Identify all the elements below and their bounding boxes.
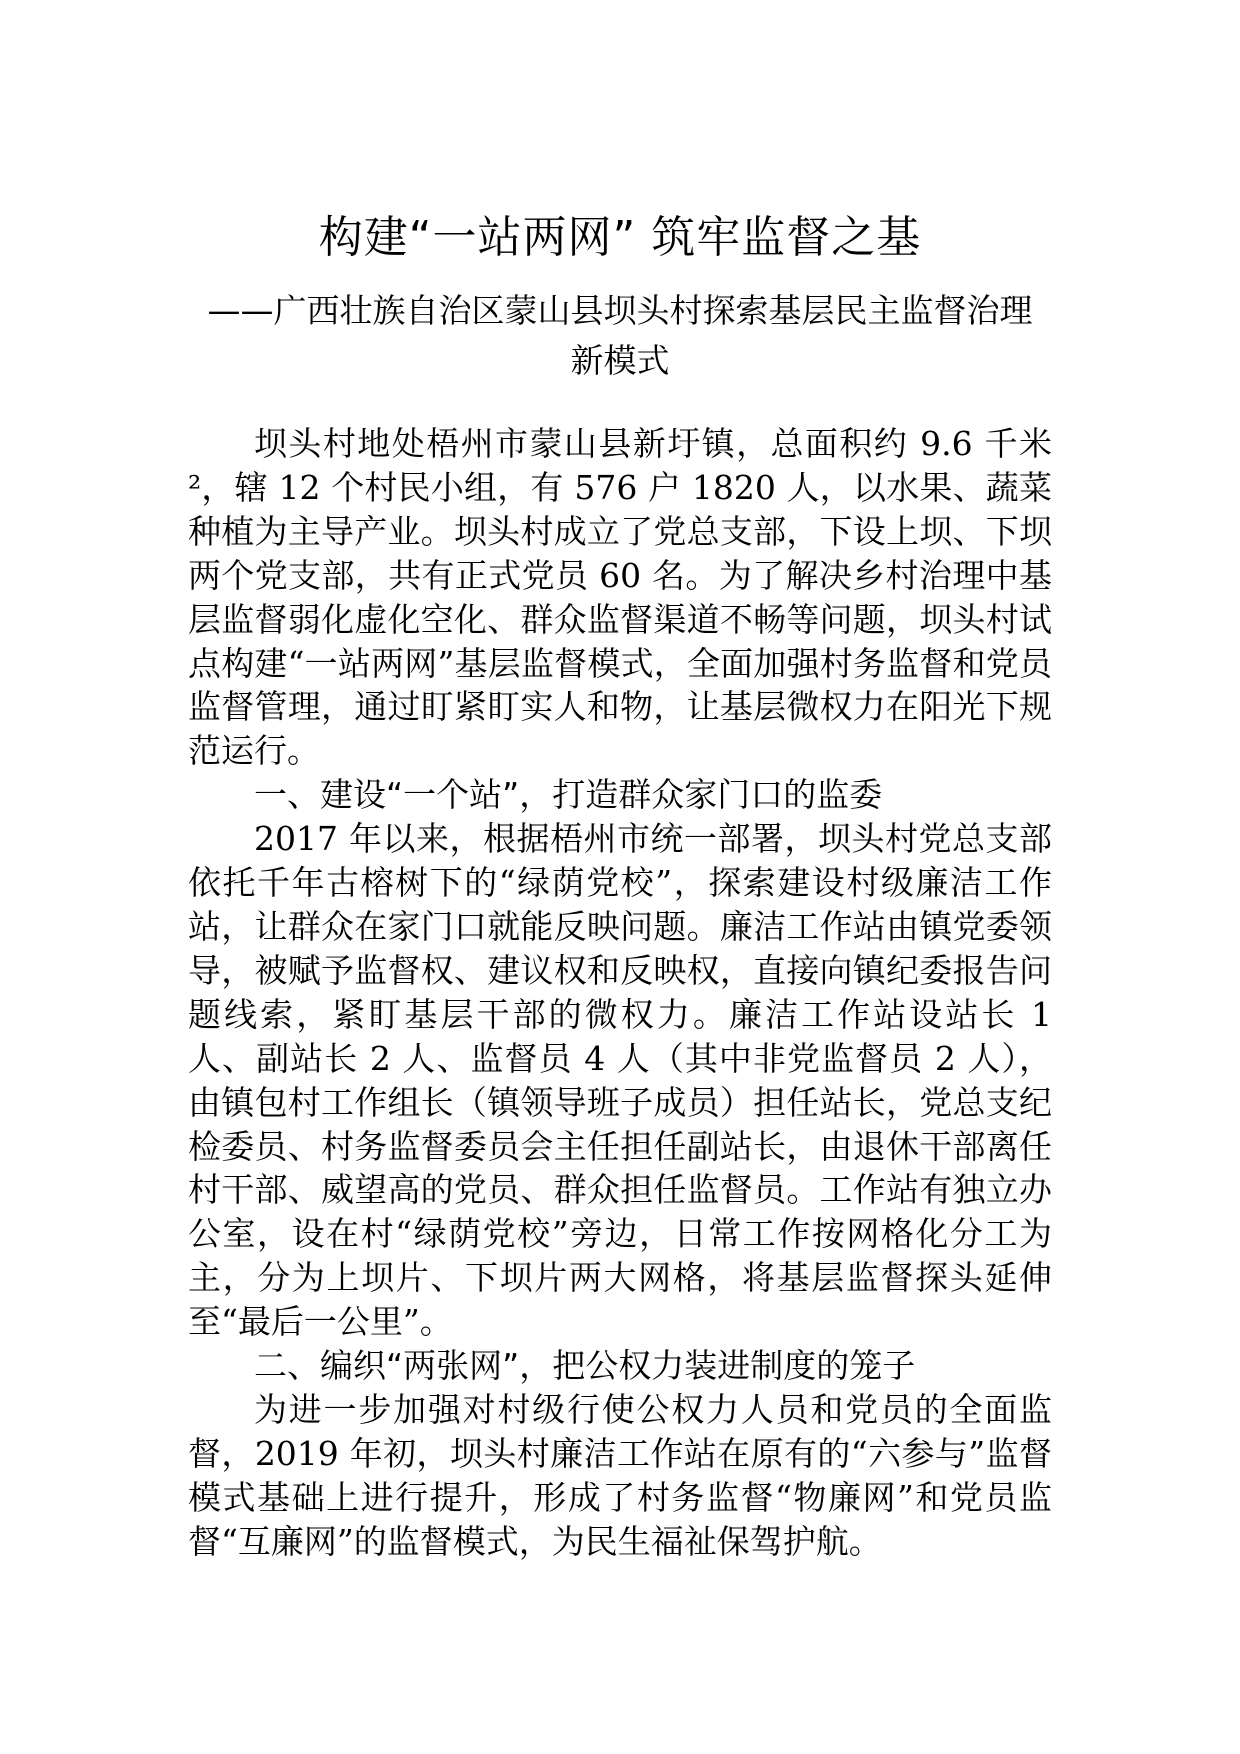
document-subtitle: ——广西壮族自治区蒙山县坝头村探索基层民主监督治理新模式	[207, 291, 1033, 380]
document-body	[188, 422, 1052, 1564]
paragraph-section-2: 为进一步加强对村级行使公权力人员和党员的全面监督，2019 年初，坝头村廉洁工作站在原有的“六参与”监督模式基础上进行提升，形成了村务监督“物廉网”和党员监督“互廉网”的监督模式，为民生福祉保驾护航。	[188, 1389, 1052, 1561]
section-heading-2: 二、编织“两张网”，把公权力装进制度的笼子	[254, 1346, 916, 1386]
paragraph-section-1: 2017 年以来，根据梧州市统一部署，坝头村党总支部依托千年古榕树下的“绿荫党校”，探索建设村级廉洁工作站，让群众在家门口就能反映问题。廉洁工作站由镇党委领导，被赋予监督权、建议权和反映权，直接向镇纪委报告问题线索，紧盯基层干部的微权力。廉洁工作站设站长 1 人、副站长 2 人、监督员 4 人（其中非党监督员 2 人），由镇包村工作组长（镇领导班子成员）担任站长，党总支纪检委员、村务监督委员会主任担任副站长，由退休干部离任村干部、威望高的党员、群众担任监督员。工作站有独立办公室，设在村“绿荫党校”旁边，日常工作按网格化分工为主，分为上坝片、下坝片两大网格，将基层监督探头延伸至“最后一公里”。	[188, 819, 1052, 1342]
paragraph-intro: 坝头村地处梧州市蒙山县新圩镇，总面积约 9.6 千米²，辖 12 个村民小组，有 576 户 1820 人，以水果、蔬菜种植为主导产业。坝头村成立了党总支部，下设上坝、下坝两个党支部，共有正式党员 60 名。为了解决乡村治理中基层监督弱化虚化空化、群众监督渠道不畅等问题，坝头村试点构建“一站两网”基层监督模式，全面加强村务监督和党员监督管理，通过盯紧盯实人和物，让基层微权力在阳光下规范运行。	[188, 424, 1052, 771]
section-heading-1: 一、建设“一个站”，打造群众家门口的监委	[254, 775, 883, 815]
document-title: 构建“一站两网” 筑牢监督之基	[318, 212, 922, 263]
